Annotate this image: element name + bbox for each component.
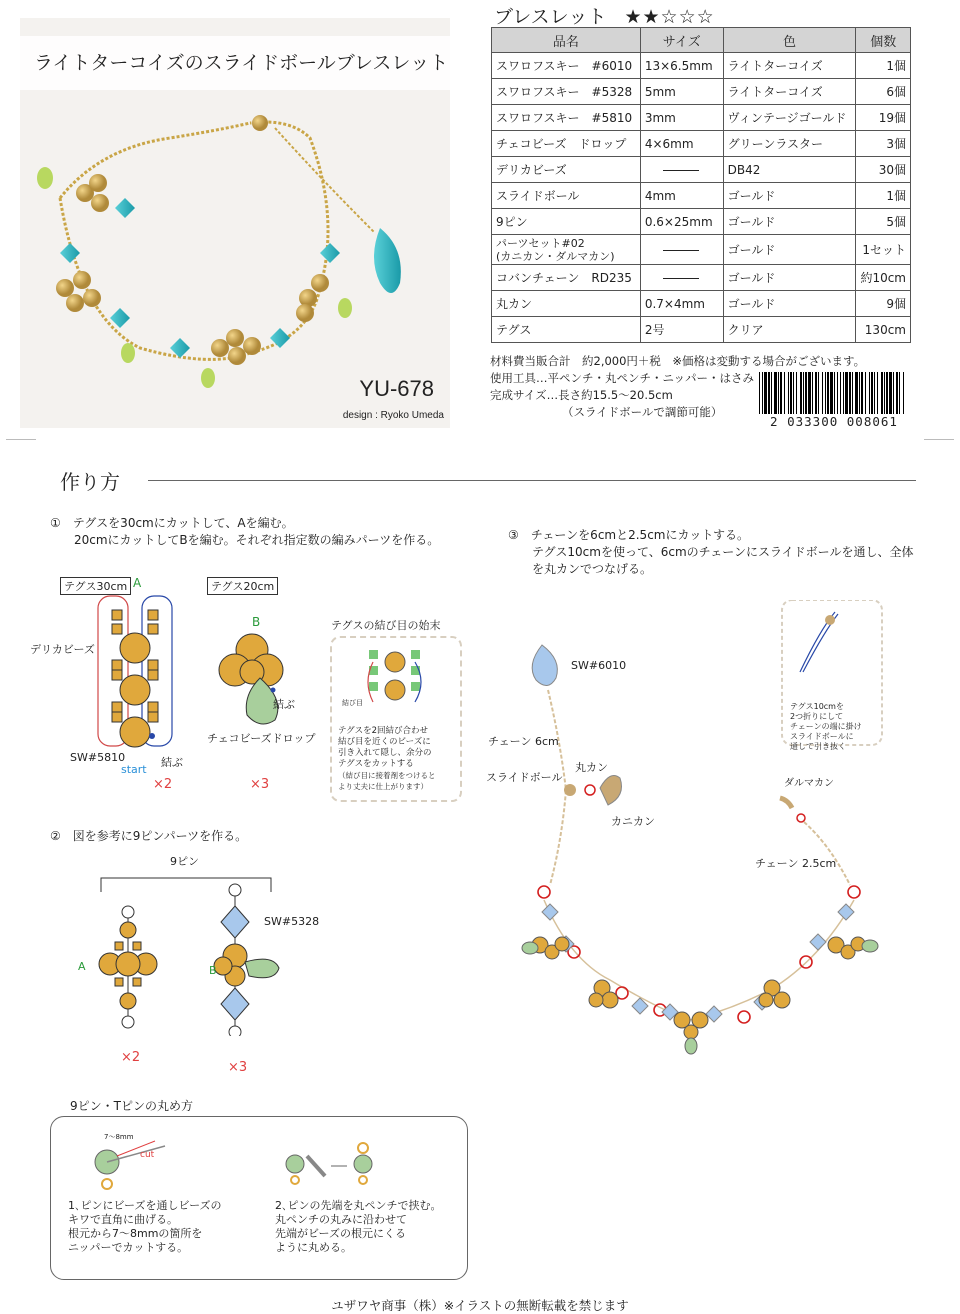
table-row [492,235,911,265]
knot-line: テグスを2回結び合わせ [338,726,428,736]
cell-size-dash [640,265,723,291]
cell-size-dash [640,235,723,265]
slideball-label: スライドボール [486,771,563,784]
pattern-a-diagram [90,590,190,760]
cell-size-dash [640,157,723,183]
cell-size: 4mm [640,183,723,209]
darumakan-label: ダルマカン [784,778,834,789]
marukan-label: 丸カン [575,761,608,774]
table-row [492,265,911,291]
table-row [492,291,911,317]
tegusu30-label: テグス30cm [60,577,131,595]
cell-size: 5mm [640,79,723,105]
howto-measure: 7～8mm [104,1133,134,1141]
pin-label-b: B [209,964,217,977]
cell-name: テグス [492,317,641,343]
table-row [492,105,911,131]
label-b: B [252,615,261,629]
cell-color: ライトターコイズ [723,53,856,79]
knot-title: テグスの結び目の始末 [331,619,441,632]
pin-label-a: A [78,960,86,973]
cell-qty: 9個 [856,291,911,317]
cell-name: コバンチェーン RD235 [492,265,641,291]
chain25-label: チェーン 2.5cm [755,857,837,870]
cell-qty: 約10cm [856,265,911,291]
designer-credit: design : Ryoko Umeda [342,410,444,421]
cell-color: ゴールド [723,209,856,235]
sw5328-label: SW#5328 [264,915,320,928]
cell-name: デリカビーズ [492,157,641,183]
note-price: 材料費当販合計 約2,000円＋税 ※価格は変動する場合がございます。 [490,354,866,368]
cell-size: 2号 [640,317,723,343]
knot-line: より丈夫に仕上がります） [338,782,428,791]
table-row [492,157,911,183]
product-heading [494,2,715,29]
table-row [492,131,911,157]
howto-step1 [68,1199,222,1255]
step3-line2: テグス10cmを使って、6cmのチェーンにスライドボールを通し、全体 [532,545,914,559]
knot-line: 引き入れて隠し、余分の [338,748,432,758]
knot-line: テグスをカットする [338,759,414,769]
tip-line: 通して引き抜く [790,742,846,751]
cell-name: スワロフスキー #5810 [492,105,641,131]
cell-qty: 130cm [856,317,911,343]
cell-size: 0.7×4mm [640,291,723,317]
cell-name-line1: パーツセット#02 [496,236,585,250]
tip-instructions [790,702,862,752]
cell-qty: 1個 [856,183,911,209]
howto-step2 [275,1199,442,1255]
table-row [492,183,911,209]
method-title: 作り方 [60,470,120,494]
sw6010-label: SW#6010 [571,659,627,672]
cell-color: ゴールド [723,183,856,209]
footer: ユザワヤ商事（株）※イラストの無断転載を禁じます [331,1298,629,1313]
cell-name: スワロフスキー #5328 [492,79,641,105]
table-row [492,53,911,79]
cell-color: グリーンラスター [723,131,856,157]
tegusu20-label: テグス20cm [207,577,278,595]
cell-name [492,235,641,265]
table-row [492,317,911,343]
step3-line3: を丸カンでつなげる。 [532,562,653,576]
product-category: ブレスレット [494,6,607,28]
header-color: 色 [723,28,856,53]
cell-qty: 19個 [856,105,911,131]
knot-line: （結び目に接着剤をつけると [338,771,436,780]
tip-line: テグス10cmを [790,702,844,711]
assembly-diagram [500,600,920,1060]
start-label: start [121,763,147,776]
product-photo [20,18,450,428]
step1-text [50,515,439,549]
cell-name: 丸カン [492,291,641,317]
pattern-b-diagram [205,630,295,740]
musubu-label: 結ぶ [161,756,183,769]
multiply-pin-b: ×3 [228,1060,248,1075]
howto-line: 根元から7～8mmの箇所を [68,1227,203,1240]
table-row [492,79,911,105]
photo-title: ライトターコイズのスライドボールブレスレット [20,36,450,90]
table-row [492,209,911,235]
delica-label: デリカビーズ [30,643,95,656]
pin-label: 9ピン [170,855,199,868]
step3-line1: チェーンを6cmと2.5cmにカットする。 [530,528,749,542]
label-a: A [133,576,142,590]
knot-diagram [355,642,435,712]
kanikan-label: カニカン [611,815,655,828]
divider [924,439,954,440]
cell-color: ヴィンテージゴールド [723,105,856,131]
cell-name: スライドボール [492,183,641,209]
cell-color: DB42 [723,157,856,183]
cell-qty: 30個 [856,157,911,183]
cell-color: クリア [723,317,856,343]
cell-color: ゴールド [723,235,856,265]
note-size: 完成サイズ…長さ約15.5～20.5cm [490,388,673,402]
step3-number: ③ [508,528,519,542]
cell-size: 4×6mm [640,131,723,157]
step3-text [508,527,913,578]
step1-line2: 20cmにカットしてBを編む。それぞれ指定数の編みパーツを作る。 [74,533,440,547]
cell-name: チェコビーズ ドロップ [492,131,641,157]
howto-cut: cut [140,1150,155,1160]
cell-qty: 1セット [856,235,911,265]
howto-line: 2､ピンの先端を丸ペンチで挟む。 [275,1199,442,1212]
header-size: サイズ [640,28,723,53]
step2-line: 図を参考に9ピンパーツを作る。 [72,829,248,843]
note-tools: 使用工具…平ペンチ・丸ペンチ・ニッパー・はさみ [490,371,755,385]
cell-name-line2: (カニカン・ダルマカン) [496,249,615,263]
cell-qty: 3個 [856,131,911,157]
howto-line: 先端がビーズの根元にくる [275,1227,407,1240]
cell-size: 13×6.5mm [640,53,723,79]
materials-table [491,27,911,343]
step1-number: ① [50,516,61,530]
product-code: YU-678 [359,376,434,401]
cell-name: 9ピン [492,209,641,235]
cell-size: 3mm [640,105,723,131]
pin-parts-diagram [95,866,285,1036]
cell-name: スワロフスキー #6010 [492,53,641,79]
sw5810-label: SW#5810 [70,751,126,764]
multiply-a: ×2 [153,777,173,792]
table-header-row [492,28,911,53]
header-qty: 個数 [856,28,911,53]
note-adjust: （スライドボールで調節可能） [562,405,723,419]
howto-line: 1､ピンにビーズを通しビーズの [68,1199,222,1212]
howto-title: 9ピン・Tピンの丸め方 [70,1099,193,1113]
barcode-number: 2 033300 008061 [756,414,912,429]
howto-line: ニッパーでカットする。 [68,1241,189,1254]
header-name: 品名 [492,28,641,53]
howto-line: キワで直角に曲げる。 [68,1213,178,1226]
step2-number: ② [50,829,61,843]
multiply-pin-a: ×2 [121,1050,141,1065]
cell-color: ライトターコイズ [723,79,856,105]
cell-size: 0.6×25mm [640,209,723,235]
knot-line: 結び目を近くのビーズに [338,737,431,747]
cell-qty: 1個 [856,53,911,79]
divider [6,439,36,440]
difficulty-stars: ★★☆☆☆ [624,6,715,28]
czech-drop-label: チェコビーズドロップ [207,732,316,745]
cell-color: ゴールド [723,265,856,291]
tip-line: チェーンの端に掛け [790,722,862,731]
multiply-b: ×3 [250,777,270,792]
cell-qty: 5個 [856,209,911,235]
method-divider [148,480,916,481]
step1-line1: テグスを30cmにカットして、Aを編む。 [72,516,294,530]
musubu-label: 結ぶ [273,698,295,711]
tip-line: 2つ折りにして [790,712,844,721]
knot-instructions [338,726,436,792]
cell-color: ゴールド [723,291,856,317]
chain6-label: チェーン 6cm [488,735,559,748]
cell-qty: 6個 [856,79,911,105]
howto-line: 丸ペンチの丸みに沿わせて [275,1213,407,1226]
howto-line: ように丸める。 [275,1241,352,1254]
tip-line: スライドボールに [790,732,854,741]
step2-text [50,828,247,845]
knot-label: 結び目 [342,699,363,707]
